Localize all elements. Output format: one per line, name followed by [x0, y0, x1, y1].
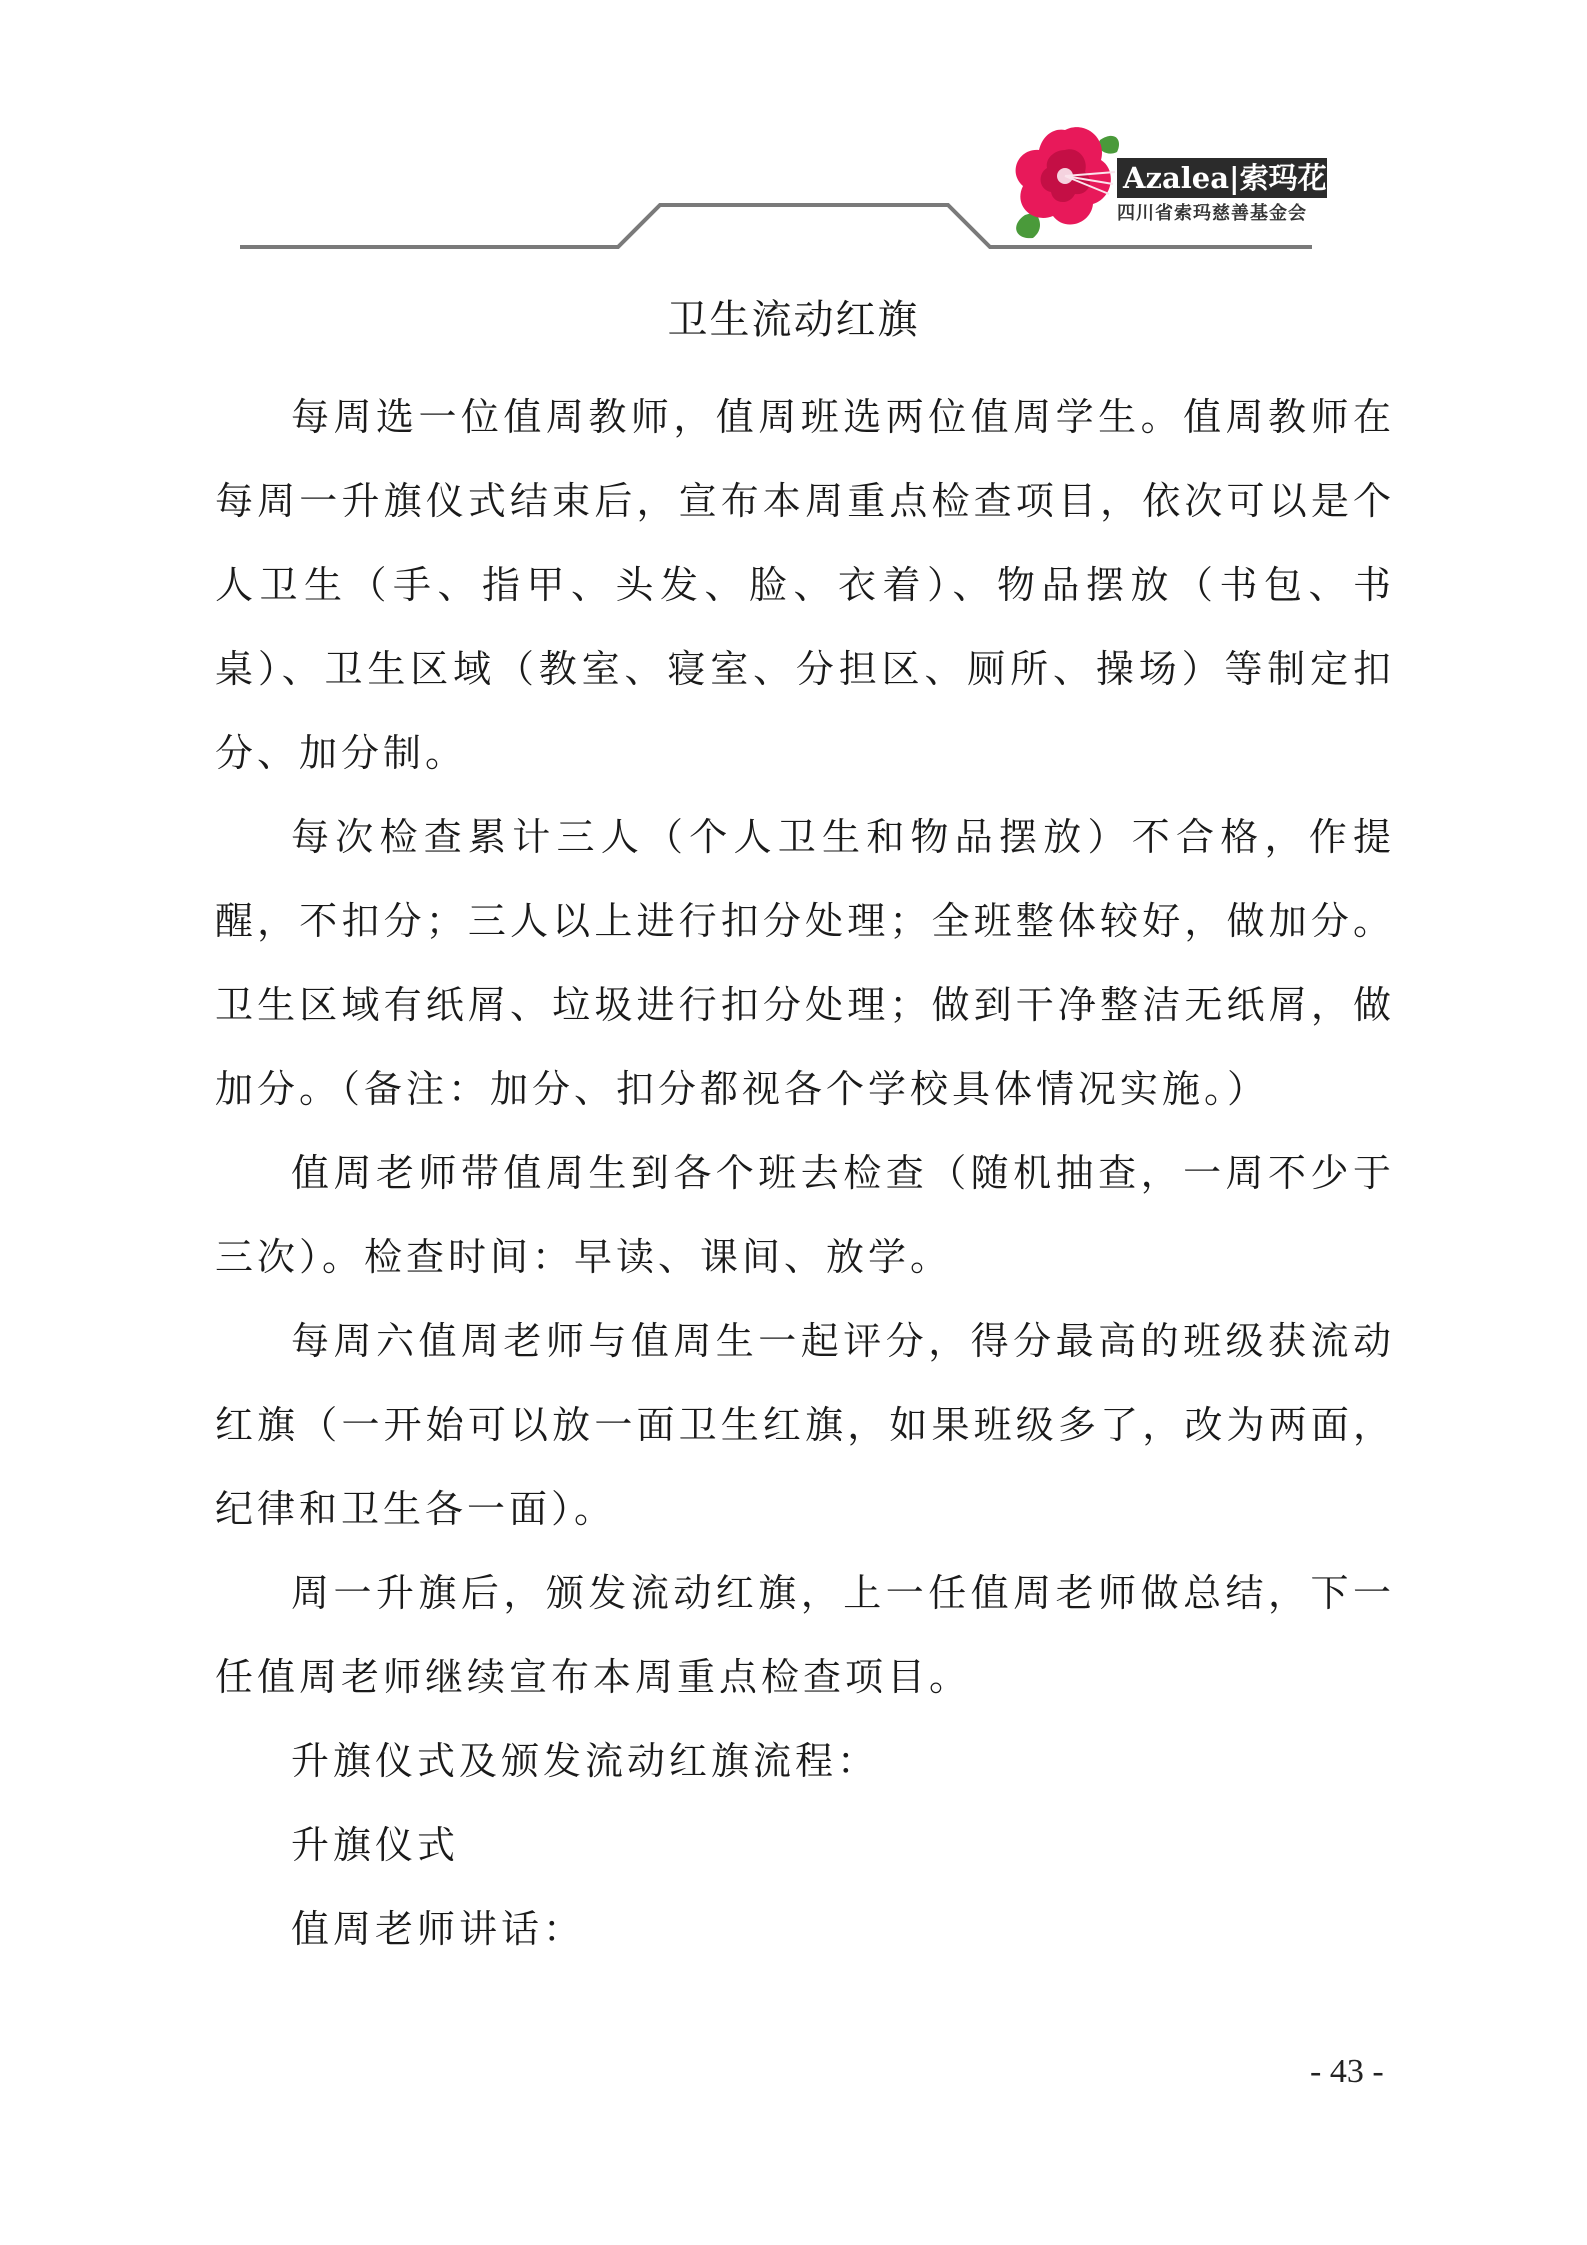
paragraph: 值周老师讲话： [291, 1907, 586, 1951]
paragraph: 每周选一位值周教师，值周班选两位值周学生。值周教师在每周一升旗仪式结束后，宣布本周重点检查项目，依次可以是个人卫生（手、指甲、头发、脸、衣着）、物品摆放（书包、书桌）、卫生区域（教室、寝室、分担区、厕所、操场）等制定扣分、加分制。 [215, 395, 1395, 775]
paragraph: 每周六值周老师与值周生一起评分，得分最高的班级获流动红旗（一开始可以放一面卫生红旗，如果班级多了，改为两面，纪律和卫生各一面）。 [215, 1319, 1395, 1531]
paragraph: 每次检查累计三人（个人卫生和物品摆放）不合格，作提醒，不扣分；三人以上进行扣分处理；全班整体较好，做加分。卫生区域有纸屑、垃圾进行扣分处理；做到干净整洁无纸屑，做加分。（备注：加分、扣分都视各个学校具体情况实施。） [215, 815, 1395, 1111]
page-number: - 43 - [1310, 2053, 1384, 2090]
paragraph: 周一升旗后，颁发流动红旗，上一任值周老师做总结，下一任值周老师继续宣布本周重点检查项目。 [215, 1571, 1395, 1699]
foundation-logo [1005, 120, 1335, 245]
header-divider-line [0, 0, 1587, 260]
paragraph: 升旗仪式 [291, 1823, 460, 1867]
document-title: 卫生流动红旗 [667, 297, 920, 343]
paragraph: 升旗仪式及颁发流动红旗流程： [291, 1739, 880, 1783]
azalea-flower-icon [1005, 120, 1125, 245]
logo-subtitle: 四川省索玛慈善基金会 [1117, 203, 1307, 224]
logo-brand-text: Azalea|索玛花 [1117, 158, 1327, 198]
paragraph: 值周老师带值周生到各个班去检查（随机抽查，一周不少于三次）。检查时间：早读、课间、放学。 [215, 1151, 1395, 1279]
document-body [215, 375, 1395, 1971]
